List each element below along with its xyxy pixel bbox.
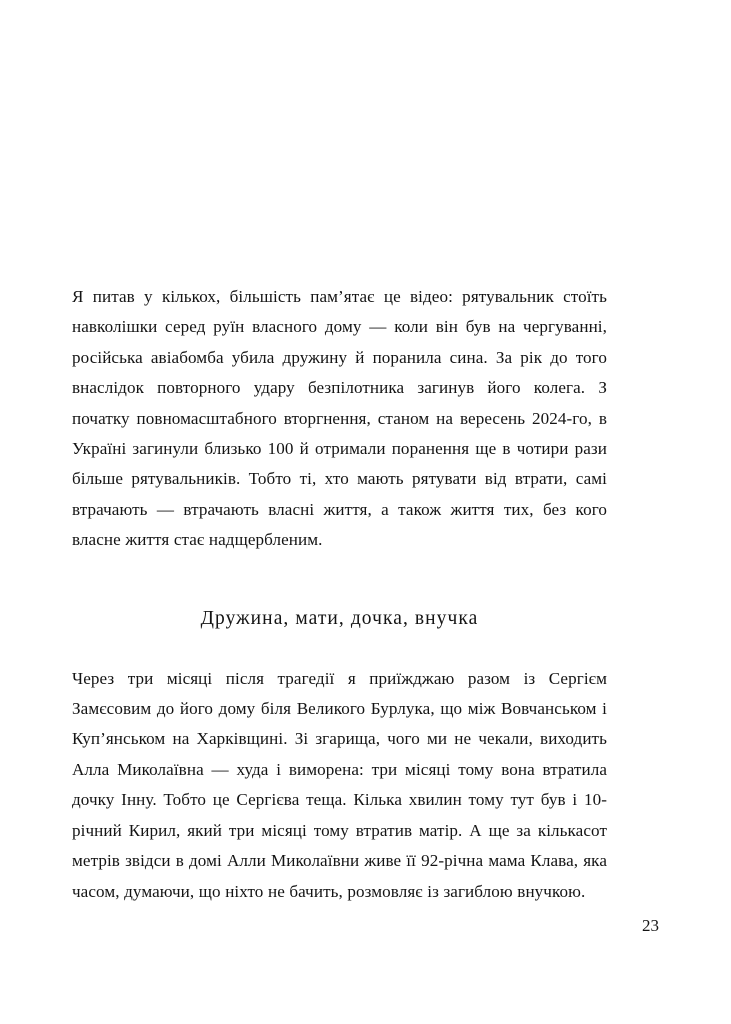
paragraph-1: Я питав у кількох, більшість пам’ятає це відео: рятувальник стоїть навколішки серед руїн власного дому — коли він був на чергуванні, російська авіабомба убила дружину й поранила сина. За рік до того внаслідок повторного удару безпілотника загинув його колега. З початку повномасштабного вторгнення, станом на вересень 2024-го, в Україні загинули близько 100 й отримали поранення ще в чотири рази більше рятувальників. Тобто ті, хто мають рятувати від втрати, самі втрачають — втрачають власні життя, а також життя тих, без кого власне життя стає надщербленим. [72,287,607,550]
page-number: 23 [642,916,659,935]
spacer-after-heading [72,630,607,664]
section-heading: Дружина, мати, дочка, внучка [200,607,479,629]
paragraph-2: Через три місяці після трагедії я приїжджаю разом із Сергієм Замєсовим до його дому біля Великого Бурлука, що між Вовчанськом і Куп’янськом на Харківщині. Зі згарища, чого ми не чекали, виходить Алла Миколаївна — худа і виморена: три місяці тому вона втратила дочку Інну. Тобто це Сергієва теща. Кілька хвилин тому тут був і 10-річний Кирил, який три місяці тому втратив матір. А ще за кількасот метрів звідси в домі Алли Миколаївни живе її 92-річна мама Клава, яка часом, думаючи, що ніхто не бачить, розмовляє із загиблою внучкою. [72,668,607,901]
page-content [72,282,607,907]
spacer-before-heading [72,556,607,608]
